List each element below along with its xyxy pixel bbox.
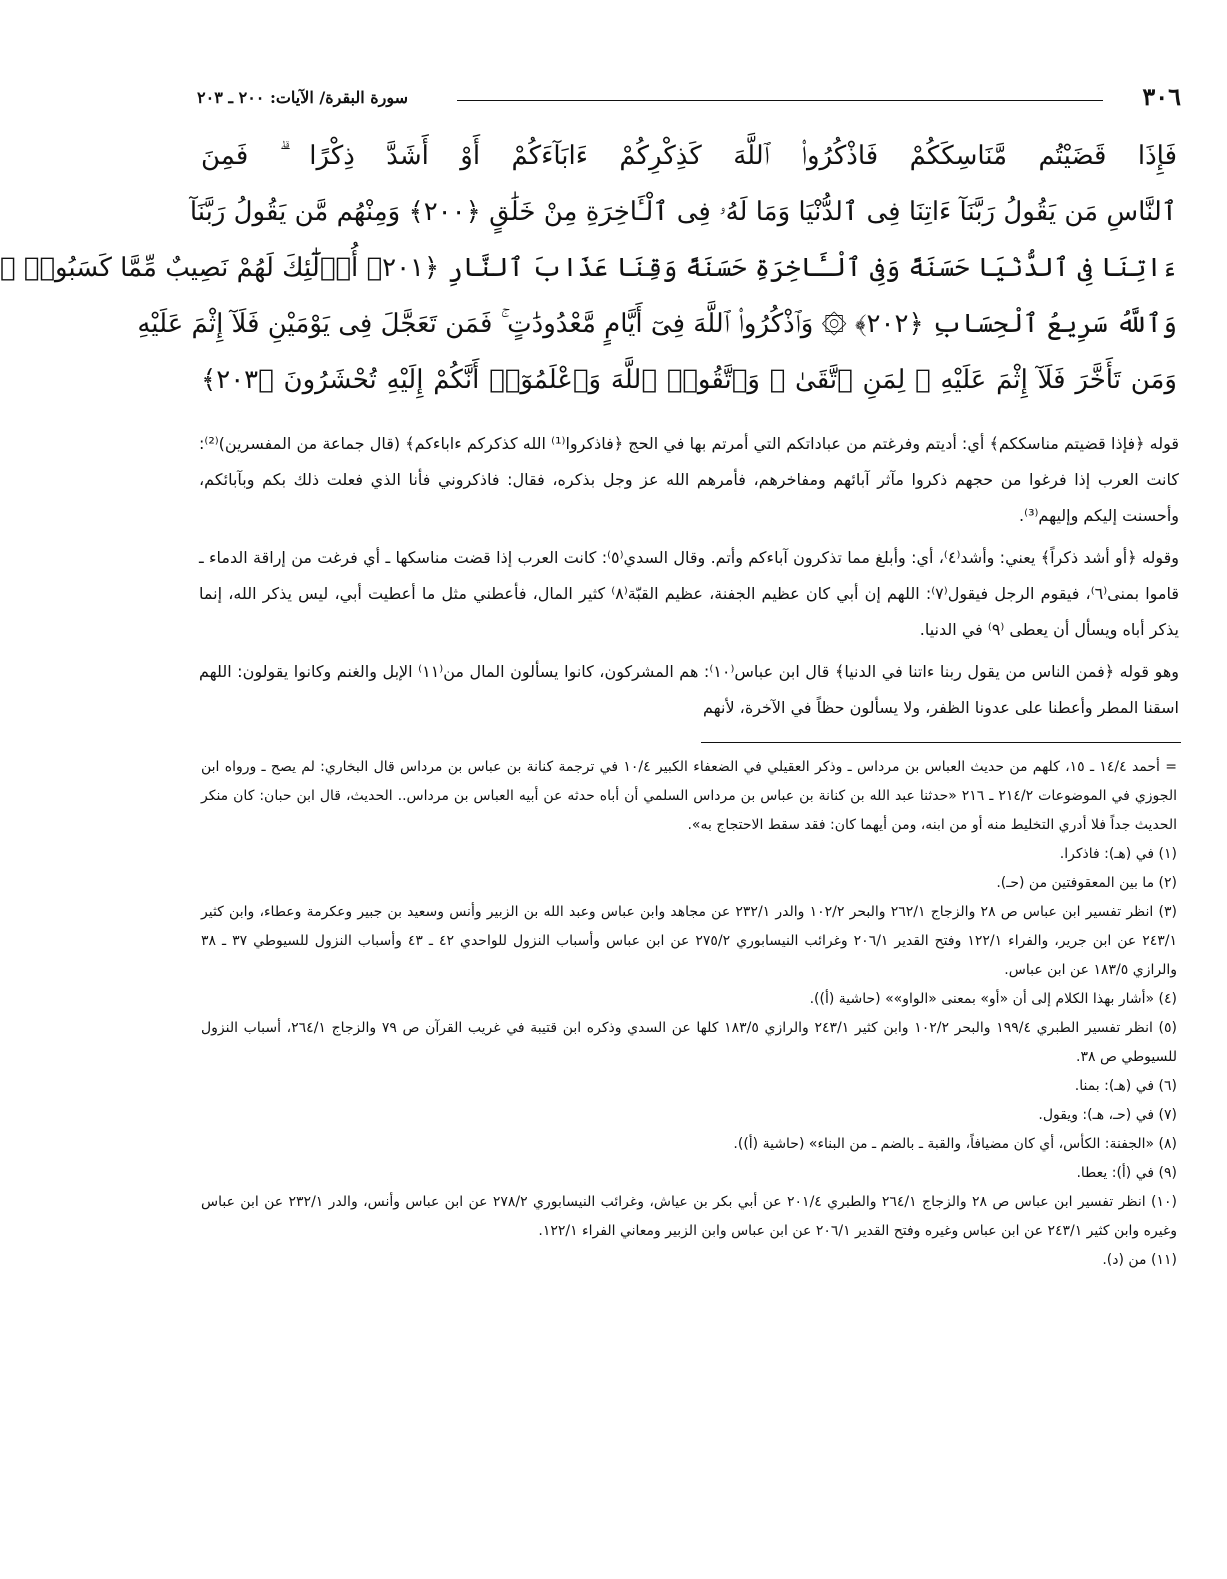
footnote: (٢) ما بين المعقوفتين من (حـ). bbox=[996, 875, 1177, 891]
quran-line: فَإِذَا قَضَيْتُم مَّنَاسِكَكُمْ فَاذْكُرُوا۟ ٱللَّهَ كَذِكْرِكُمْ ءَابَآءَكُمْ أَوْ أَشَدَّ ذِكْرًا ۗ فَمِنَ bbox=[201, 141, 1177, 171]
footnotes-block bbox=[197, 753, 1181, 1275]
footnote: (٩) في (أ): يعطا. bbox=[1076, 1165, 1177, 1181]
running-title: سورة البقرة/ الآيات: ٢٠٠ ـ ٢٠٣ bbox=[197, 88, 409, 107]
quran-line: ءَاتِنَا فِى ٱلدُّنْيَا حَسَنَةً وَفِى ٱلْـَٔاخِرَةِ حَسَنَةً وَقِنَا عَذَابَ ٱلنَّارِ ﴿٢٠١﴾ أُو۟لَٰٓئِكَ لَهُمْ نَصِيبٌ مِّمَّا كَسَبُوا۟ ۚ bbox=[0, 253, 1177, 283]
footnote: (٦) في (هـ): بمنا. bbox=[1074, 1078, 1177, 1094]
footnote: (٣) انظر تفسير ابن عباس ص ٢٨ والزجاج ٢٦٢/١ والبحر ١٠٢/٢ والدر ٢٣٢/١ عن مجاهد وابن عباس وعبد الله بن الزبير وأنس وسعيد بن جبير وعكرمة وعطاء، وابن كثير ٢٤٣/١ عن ابن جرير، والفراء ١٢٢/١ وفتح القدير ٢٠٦/١ وغرائب النيسابوري ٢٧٥/٢ عن ابن عباس وأسباب النزول للواحدي ٤٢ ـ ٤٣ وأسباب النزول للسيوطي ٣٧ ـ ٣٨ والرازي ١٨٣/٥ عن ابن عباس. bbox=[201, 904, 1177, 978]
page-header bbox=[197, 82, 1181, 116]
header-rule bbox=[457, 100, 1103, 101]
commentary-block bbox=[197, 426, 1181, 726]
commentary-paragraph: وقوله ﴿أو أشد ذكراً﴾ يعني: وأشد⁽٤⁾، أي: وأبلغ مما تذكرون آباءكم وأتم. وقال السدي⁽٥⁾: كانت العرب إذا قضت مناسكها ـ أي فرغت من إراقة الدماء ـ قاموا بمنى⁽٦⁾، فيقوم الرجل فيقول⁽٧⁾: اللهم إن أبي كان عظيم الجفنة، عظيم القبّة⁽٨⁾ كثير المال، فأعطني مثل ما أعطيت أبي، ليس يذكر الله، إنما يذكر أباه ويسأل أن يعطى ⁽٩⁾ في الدنيا. bbox=[199, 548, 1180, 639]
page-number: ٣٠٦ bbox=[1142, 82, 1181, 111]
quran-line: وَٱللَّهُ سَرِيعُ ٱلْحِسَابِ ﴿٢٠٢﴾ ۞ وَٱذْكُرُوا۟ ٱللَّهَ فِىٓ أَيَّامٍ مَّعْدُودَٰتٍ ۚ فَمَن تَعَجَّلَ فِى يَوْمَيْنِ فَلَآ إِثْمَ عَلَيْهِ bbox=[137, 309, 1177, 339]
footnote: (٨) «الجفنة: الكأس، أي كان مضيافاً، والقبة ـ بالضم ـ من البناء» (حاشية (أ)). bbox=[733, 1136, 1177, 1152]
quran-line: ٱلنَّاسِ مَن يَقُولُ رَبَّنَآ ءَاتِنَا فِى ٱلدُّنْيَا وَمَا لَهُۥ فِى ٱلْـَٔاخِرَةِ مِنْ خَلَٰقٍ ﴿٢٠٠﴾ وَمِنْهُم مَّن يَقُولُ رَبَّنَآ bbox=[189, 197, 1177, 227]
footnote: (٥) انظر تفسير الطبري ١٩٩/٤ والبحر ١٠٢/٢ وابن كثير ٢٤٣/١ والرازي ١٨٣/٥ كلها عن السدي وذكره ابن قتيبة في غريب القرآن ص ٧٩ والزجاج ٢٦٤/١، أسباب النزول للسيوطي ص ٣٨. bbox=[201, 1020, 1178, 1065]
footnote: (٤) «أشار بهذا الكلام إلى أن «أو» بمعنى «الواو»» (حاشية (أ)). bbox=[809, 991, 1177, 1007]
footnote: (١١) من (د). bbox=[1102, 1252, 1177, 1268]
footnote: (١٠) انظر تفسير ابن عباس ص ٢٨ والزجاج ٢٦٤/١ والطبري ٢٠١/٤ عن أبي بكر بن عياش، وغرائب النيسابوري ٢٧٨/٢ عن ابن عباس وأنس، والدر ٢٣٢/١ عن ابن عباس وغيره وابن كثير ٢٤٣/١ عن ابن عباس وغيره وفتح القدير ٢٠٦/١ عن ابن عباس وابن الزبير ومعاني الفراء ١٢٢/١. bbox=[201, 1194, 1177, 1239]
footnote: = أحمد ١٤/٤ ـ ١٥، كلهم من حديث العباس بن مرداس ـ وذكر العقيلي في الضعفاء الكبير ١٠/٤ في ترجمة كنانة بن عباس بن مرداس قال البخاري: لم يصح ـ ورواه ابن الجوزي في الموضوعات ٢١٤/٢ ـ ٢١٦ «حدثنا عبد الله بن كنانة بن عباس بن مرداس السلمي أن أباه حدثه عن أبيه العباس بن مرداس.. الحديث، قال ابن حبان: كان منكر الحديث جداً فلا أدري التخليط منه أو من ابنه، ومن أيهما كان: فقد سقط الاحتجاج به». bbox=[201, 759, 1177, 833]
book-page bbox=[0, 82, 1181, 1275]
footnote: (١) في (هـ): فاذكرا. bbox=[1059, 846, 1177, 862]
footnote-separator bbox=[701, 742, 1181, 743]
footnote: (٧) في (حـ، هـ): ويقول. bbox=[1038, 1107, 1177, 1123]
commentary-paragraph: قوله ﴿فإذا قضيتم مناسككم﴾ أي: أديتم وفرغتم من عباداتكم التي أمرتم بها في الحج ﴿فاذكروا⁽¹⁾ الله كذكركم ءاباءكم﴾ (قال جماعة من المفسرين)⁽²⁾: كانت العرب إذا فرغوا من حجهم ذكروا مآثر آبائهم ومفاخرهم، فأمرهم الله عز وجل بذكره، فقال: فاذكروني فأنا الذي فعلت ذلك بكم وبآبائكم، وأحسنت إليكم وإليهم⁽³⁾. bbox=[199, 434, 1180, 525]
quran-text-block bbox=[0, 128, 1181, 408]
commentary-paragraph: وهو قوله ﴿فمن الناس من يقول ربنا ءاتنا في الدنيا﴾ قال ابن عباس⁽١٠⁾: هم المشركون، كانوا يسألون المال من⁽١١⁾ الإبل والغنم وكانوا يقولون: اللهم اسقنا المطر وأعطنا على عدونا الظفر، ولا يسألون حظاً في الآخرة، لأنهم bbox=[199, 662, 1179, 717]
quran-line: وَمَن تَأَخَّرَ فَلَآ إِثْمَ عَلَيْهِ ۚ لِمَنِ ٱتَّقَىٰ ۗ وَٱتَّقُوا۟ ٱللَّهَ وَٱعْلَمُوٓا۟ أَنَّكُمْ إِلَيْهِ تُحْشَرُونَ ﴿٢٠٣﴾ bbox=[201, 365, 1177, 395]
